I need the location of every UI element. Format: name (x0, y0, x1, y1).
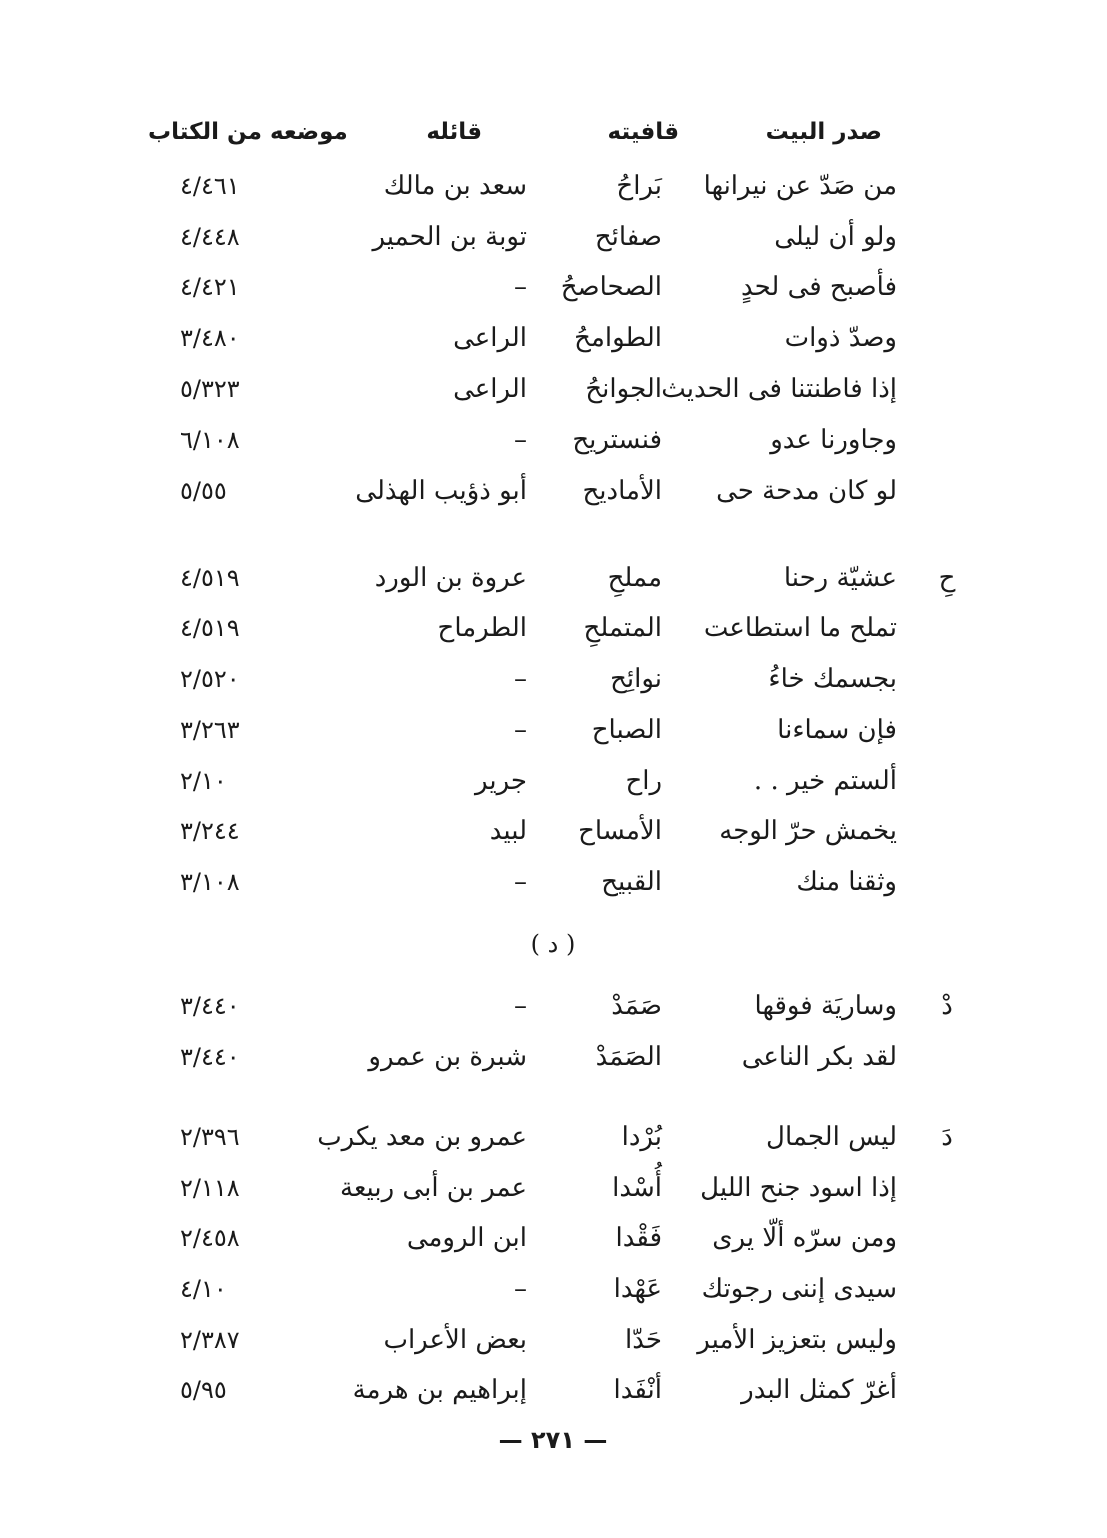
rhyme-letter: حِ (938, 563, 956, 593)
poet-name: – (514, 1274, 527, 1304)
verse-rhyme: بُرْدا (621, 1122, 662, 1152)
verse-rhyme: عَهْدا (613, 1274, 662, 1304)
rhyme-letter (927, 1216, 967, 1260)
book-location: ٣/٤٤٠ (180, 1043, 240, 1071)
verse-opening: تملح ما استطاعت (703, 613, 897, 643)
poet-name: توبة بن الحمير (372, 222, 527, 252)
table-row (0, 860, 1107, 904)
verse-rhyme: الأماديح (582, 476, 662, 506)
table-row (0, 1166, 1107, 1210)
verse-rhyme: أُسْدا (612, 1173, 662, 1203)
table-row (0, 164, 1107, 208)
header-location: موضعه من الكتاب (148, 119, 348, 145)
poet-name: الطرماح (437, 613, 527, 643)
verse-opening: ولو أن ليلى (774, 222, 897, 252)
rhyme-letter (927, 1318, 967, 1362)
verse-rhyme: صفائح (594, 222, 662, 252)
verse-rhyme: بَراحُ (616, 171, 662, 201)
book-location: ٢/٣٩٦ (180, 1123, 240, 1151)
rhyme-letter (927, 1267, 967, 1311)
verse-rhyme: الطوامحُ (574, 323, 662, 353)
verse-rhyme: مملحِ (607, 563, 662, 593)
verse-rhyme: المتملحِ (583, 613, 662, 643)
verse-opening: يخمش حرّ الوجه (719, 816, 897, 846)
table-row (0, 759, 1107, 803)
verse-rhyme: الصحاصحُ (560, 272, 662, 302)
rhyme-letter (927, 708, 967, 752)
book-location: ٤/٥١٩ (180, 564, 240, 592)
book-location: ٢/١١٨ (180, 1174, 240, 1202)
table-row (0, 215, 1107, 259)
verse-opening: وجاورنا عدو (770, 425, 897, 455)
poet-name: لبيد (489, 816, 527, 846)
poet-name: ابن الرومى (406, 1223, 527, 1253)
verse-rhyme: الصباح (591, 715, 662, 745)
book-location: ٣/٢٦٣ (180, 716, 240, 744)
table-row (0, 1035, 1107, 1079)
table-row (0, 1318, 1107, 1362)
book-location: ٤/١٠ (180, 1275, 227, 1303)
page-number: — ٢٧١ — (498, 1426, 608, 1454)
book-location: ٦/١٠٨ (180, 426, 240, 454)
verse-rhyme: نوائِح (610, 664, 662, 694)
book-location: ٣/٤٤٠ (180, 992, 240, 1020)
book-location: ٢/١٠ (180, 767, 227, 795)
verse-opening: وثقنا منك (796, 867, 897, 897)
verse-opening: من صَدّ عن نيرانها (703, 171, 897, 201)
book-location: ٥/٣٢٣ (180, 375, 240, 403)
rhyme-letter: دْ (941, 991, 953, 1021)
rhyme-letter (927, 215, 967, 259)
verse-opening: وصدّ ذوات (784, 323, 897, 353)
book-location: ٢/٣٨٧ (180, 1326, 240, 1354)
verse-rhyme: فَقْدا (615, 1223, 662, 1253)
table-row (0, 606, 1107, 650)
rhyme-letter (927, 316, 967, 360)
table-row (0, 418, 1107, 462)
table-row (0, 1267, 1107, 1311)
poet-name: عمر بن أبى ربيعة (340, 1173, 527, 1203)
verse-opening: لو كان مدحة حى (716, 476, 897, 506)
book-location: ٤/٤٤٨ (180, 223, 240, 251)
book-location: ٣/٤٨٠ (180, 324, 240, 352)
verse-opening: ليس الجمال (766, 1122, 897, 1152)
table-row (0, 316, 1107, 360)
rhyme-letter (927, 1035, 967, 1079)
table-row (0, 984, 1107, 1028)
verse-opening: ومن سرّه ألّا يرى (712, 1223, 897, 1253)
verse-rhyme: الجوانحُ (585, 374, 662, 404)
rhyme-letter (927, 418, 967, 462)
poet-name: عمرو بن معد يكرب (317, 1122, 527, 1152)
poet-name: – (514, 425, 527, 455)
poet-name: أبو ذؤيب الهذلى (355, 476, 527, 506)
book-location: ٤/٥١٩ (180, 614, 240, 642)
verse-opening: لقد بكر الناعى (741, 1042, 897, 1072)
verse-opening: وليس بتعزيز الأمير (697, 1325, 897, 1355)
book-location: ٥/٥٥ (180, 477, 227, 505)
verse-rhyme: صَمَدْ (611, 991, 662, 1021)
rhyme-letter (927, 606, 967, 650)
rhyme-letter (927, 657, 967, 701)
verse-rhyme: الأمساح (578, 816, 662, 846)
book-location: ٣/١٠٨ (180, 868, 240, 896)
header-verse: صدر البيت (765, 119, 882, 145)
book-location: ٢/٥٢٠ (180, 665, 240, 693)
verse-rhyme: الصَمَدْ (595, 1042, 662, 1072)
table-row (0, 367, 1107, 411)
rhyme-letter (927, 759, 967, 803)
verse-rhyme: حَدّا (625, 1325, 662, 1355)
table-row (0, 1115, 1107, 1159)
poet-name: سعد بن مالك (383, 171, 527, 201)
poet-name: إبراهيم بن هرمة (352, 1375, 527, 1405)
verse-rhyme: أنْفَدا (613, 1375, 662, 1405)
book-location: ٤/٤٢١ (180, 273, 240, 301)
verse-rhyme: القبيح (601, 867, 662, 897)
table-row (0, 265, 1107, 309)
table-row (0, 556, 1107, 600)
poet-name: الراعى (453, 323, 527, 353)
poet-name: جرير (475, 766, 527, 796)
verse-opening: سيدى إننى رجوتك (701, 1274, 897, 1304)
section-title: ( د ) (530, 930, 576, 958)
verse-rhyme: فنستريح (572, 425, 662, 455)
rhyme-letter (927, 809, 967, 853)
rhyme-letter (927, 164, 967, 208)
poet-name: – (514, 867, 527, 897)
book-location: ٣/٢٤٤ (180, 817, 240, 845)
header-poet: قائله (426, 119, 482, 145)
table-header (0, 110, 1107, 154)
rhyme-letter (927, 469, 967, 513)
verse-opening: فإن سماءنا (777, 715, 897, 745)
poet-name: الراعى (453, 374, 527, 404)
verse-opening: إذا فاطنتنا فى الحديث (661, 374, 897, 404)
rhyme-letter (927, 860, 967, 904)
book-location: ٥/٩٥ (180, 1376, 227, 1404)
poet-name: – (514, 272, 527, 302)
verse-rhyme: راح (625, 766, 662, 796)
verse-opening: إذا اسود جنح الليل (700, 1173, 897, 1203)
book-location: ٤/٤٦١ (180, 172, 240, 200)
verse-opening: أغرّ كمثل البدر (741, 1375, 897, 1405)
poet-name: – (514, 991, 527, 1021)
poet-name: – (514, 715, 527, 745)
rhyme-letter (927, 367, 967, 411)
verse-opening: بجسمك خاءُ (768, 664, 897, 694)
rhyme-letter: دَ (941, 1122, 953, 1152)
table-row (0, 657, 1107, 701)
table-row (0, 469, 1107, 513)
verse-opening: عشيّة رحنا (783, 563, 897, 593)
table-row (0, 1368, 1107, 1412)
table-row (0, 708, 1107, 752)
poet-name: عروة بن الورد (374, 563, 527, 593)
table-row (0, 1216, 1107, 1260)
verse-opening: وساريَة فوقها (754, 991, 897, 1021)
poet-name: بعض الأعراب (383, 1325, 527, 1355)
poet-name: شبرة بن عمرو (368, 1042, 527, 1072)
verse-opening: فأصبح فى لحدٍ (740, 272, 897, 302)
header-rhyme: قافيته (607, 119, 679, 145)
verse-opening: ألستم خير . . (753, 766, 897, 796)
rhyme-letter (927, 1368, 967, 1412)
table-row (0, 809, 1107, 853)
rhyme-letter (927, 265, 967, 309)
book-location: ٢/٤٥٨ (180, 1224, 240, 1252)
rhyme-letter (927, 1166, 967, 1210)
poet-name: – (514, 664, 527, 694)
